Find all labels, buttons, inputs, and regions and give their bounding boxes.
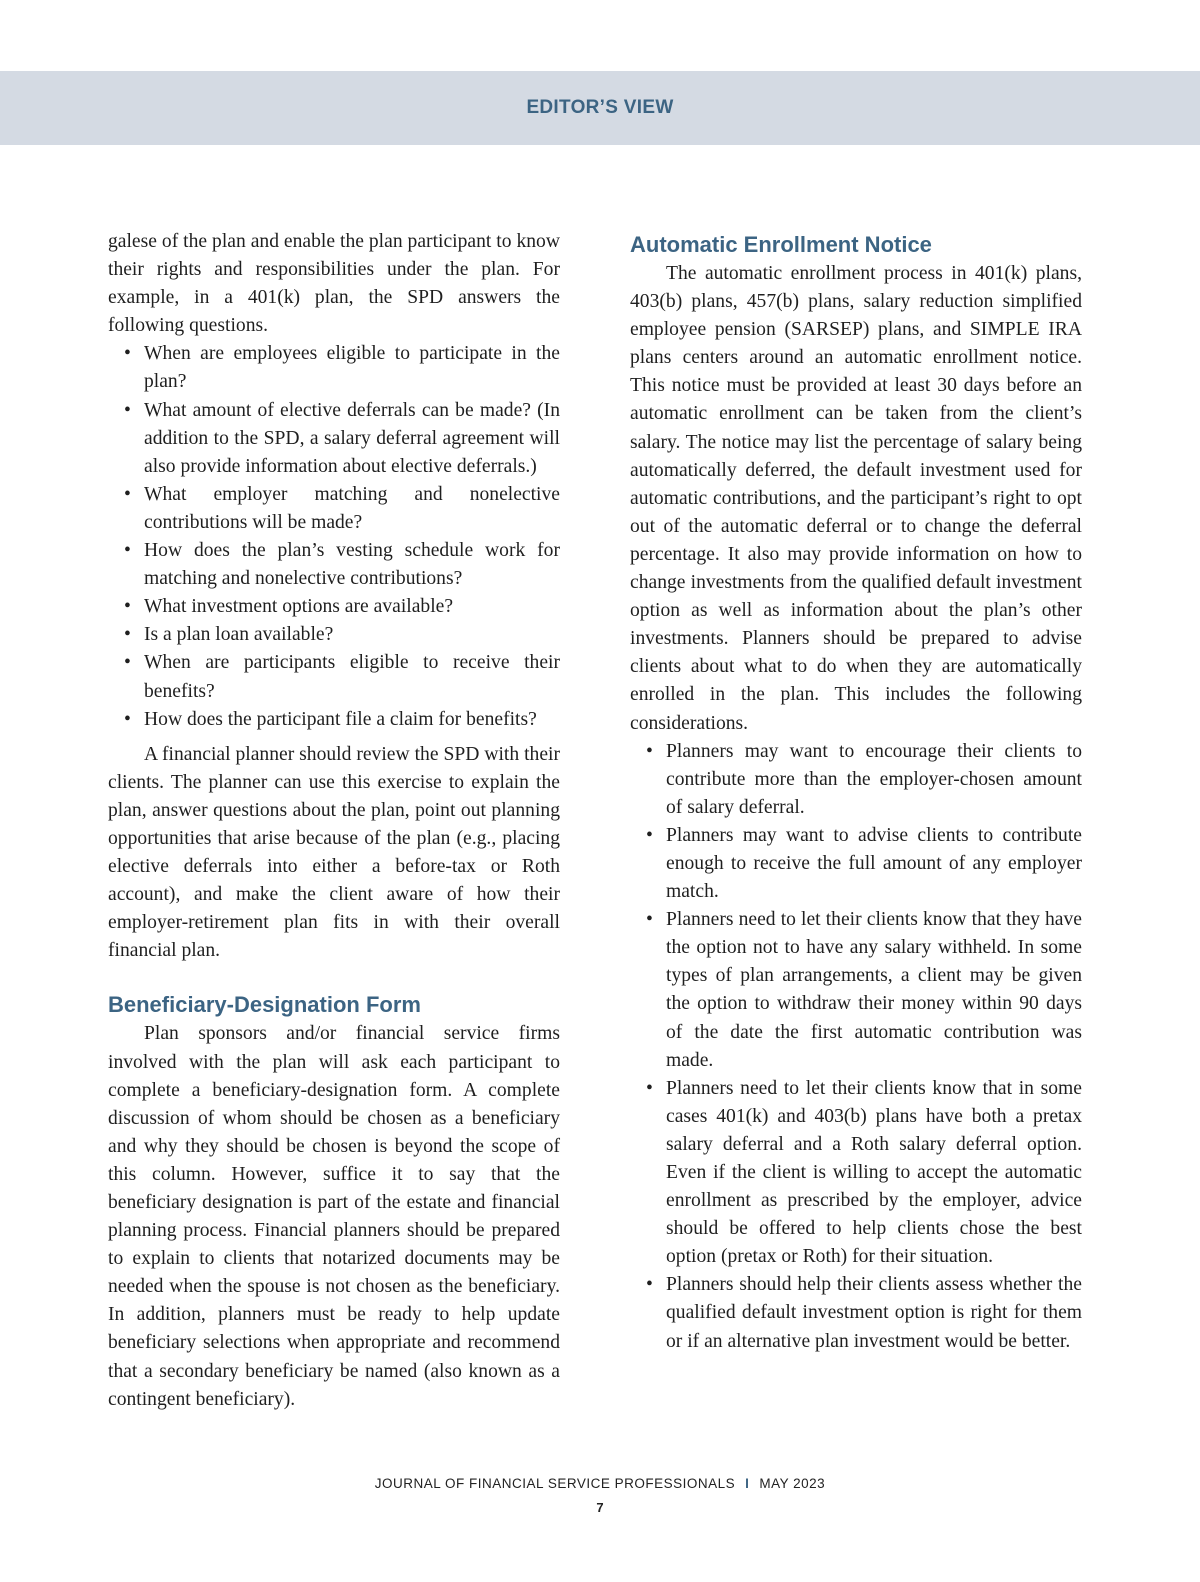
footer-separator: I <box>745 1476 750 1491</box>
page-number: 7 <box>596 1500 604 1515</box>
beneficiary-paragraph: Plan sponsors and/or financial service firms involved with the plan will ask each participant to complete a beneficiary-designation form. A complete discussion of whom should be chosen as a beneficiary and why they should be chosen is beyond the scope of this column. However, suffice it to say that the beneficiary designation is part of the estate and financial planning process. Financial planners should be prepared to explain to clients that notarized documents may be needed when the spouse is not chosen as the beneficiary. In addition, planners must be ready to help update beneficiary selections when appropriate and recommend that a secondary beneficiary be named (also known as a contingent beneficiary). <box>108 1023 560 1410</box>
list-item: • Planners may want to advise clients to contribute enough to receive the full amount of any employer match. <box>666 822 1082 906</box>
list-item: • What employer matching and nonelective contributions will be made? <box>144 481 560 537</box>
list-item: • Is a plan loan available? <box>144 621 560 649</box>
beneficiary-heading: Beneficiary-Designation Form <box>108 992 421 1018</box>
right-column <box>630 230 1082 1356</box>
list-item: • How does the plan’s vesting schedule work for matching and nonelective contributions? <box>144 537 560 593</box>
footer-line <box>0 1474 1200 1494</box>
intro-paragraph: galese of the plan and enable the plan participant to know their rights and responsibilities under the plan. For example, in a 401(k) plan, the SPD answers the following questions. <box>108 231 560 337</box>
spd-questions-list <box>108 340 560 733</box>
section-title: EDITOR’S VIEW <box>526 97 674 118</box>
review-paragraph: A financial planner should review the SPD with their clients. The planner can use this exercise to explain the plan, answer questions about the plan, point out planning opportunities that arise because of the plan (e.g., placing elective deferrals into either a before-tax or Roth account), and make the client aware of how their employer-retirement plan fits in with their overall financial plan. <box>108 743 560 962</box>
section-banner <box>0 71 1200 145</box>
list-item: • When are participants eligible to receive their benefits? <box>144 649 560 705</box>
left-column <box>108 228 560 1414</box>
considerations-list <box>630 738 1082 1356</box>
list-item: • When are employees eligible to participate in the plan? <box>144 340 560 396</box>
list-item: • What investment options are available? <box>144 593 560 621</box>
list-item: • Planners may want to encourage their clients to contribute more than the employer-chosen amount of salary deferral. <box>666 738 1082 822</box>
list-item: • Planners should help their clients assess whether the qualified default investment option is right for them or if an alternative plan investment would be better. <box>666 1271 1082 1355</box>
issue-date: MAY 2023 <box>759 1476 826 1491</box>
automatic-enrollment-paragraph: The automatic enrollment process in 401(k) plans, 403(b) plans, 457(b) plans, salary reduction simplified employee pension (SARSEP) plans, and SIMPLE IRA plans centers around an automatic enrollment notice. This notice must be provided at least 30 days before an automatic enrollment can be taken from the client’s salary. The notice may list the percentage of salary being automatically deferred, the default investment used for automatic contributions, and the participant’s right to opt out of the automatic deferral or to change the deferral percentage. It also may provide information on how to change investments from the qualified default investment option as well as information about the plan’s other investments. Planners should be prepared to advise clients about what to do when they are automatically enrolled in the plan. This includes the following considerations. <box>630 263 1082 734</box>
page-footer <box>0 1474 1200 1519</box>
list-item: • What amount of elective deferrals can be made? (In addition to the SPD, a salary deferral agreement will also provide information about elective deferrals.) <box>144 397 560 481</box>
list-item: • Planners need to let their clients know that they have the option not to have any salary withheld. In some types of plan arrangements, a client may be given the option to withdraw their money within 90 days of the date the first automatic contribution was made. <box>666 906 1082 1075</box>
automatic-enrollment-heading: Automatic Enrollment Notice <box>630 232 932 257</box>
list-item: • How does the participant file a claim for benefits? <box>144 706 560 734</box>
journal-name: JOURNAL OF FINANCIAL SERVICE PROFESSIONALS <box>374 1476 736 1491</box>
list-item: • Planners need to let their clients know that in some cases 401(k) and 403(b) plans have both a pretax salary deferral and a Roth salary deferral option. Even if the client is willing to accept the automatic enrollment as prescribed by the employer, advice should be offered to help clients chose the best option (pretax or Roth) for their situation. <box>666 1075 1082 1272</box>
